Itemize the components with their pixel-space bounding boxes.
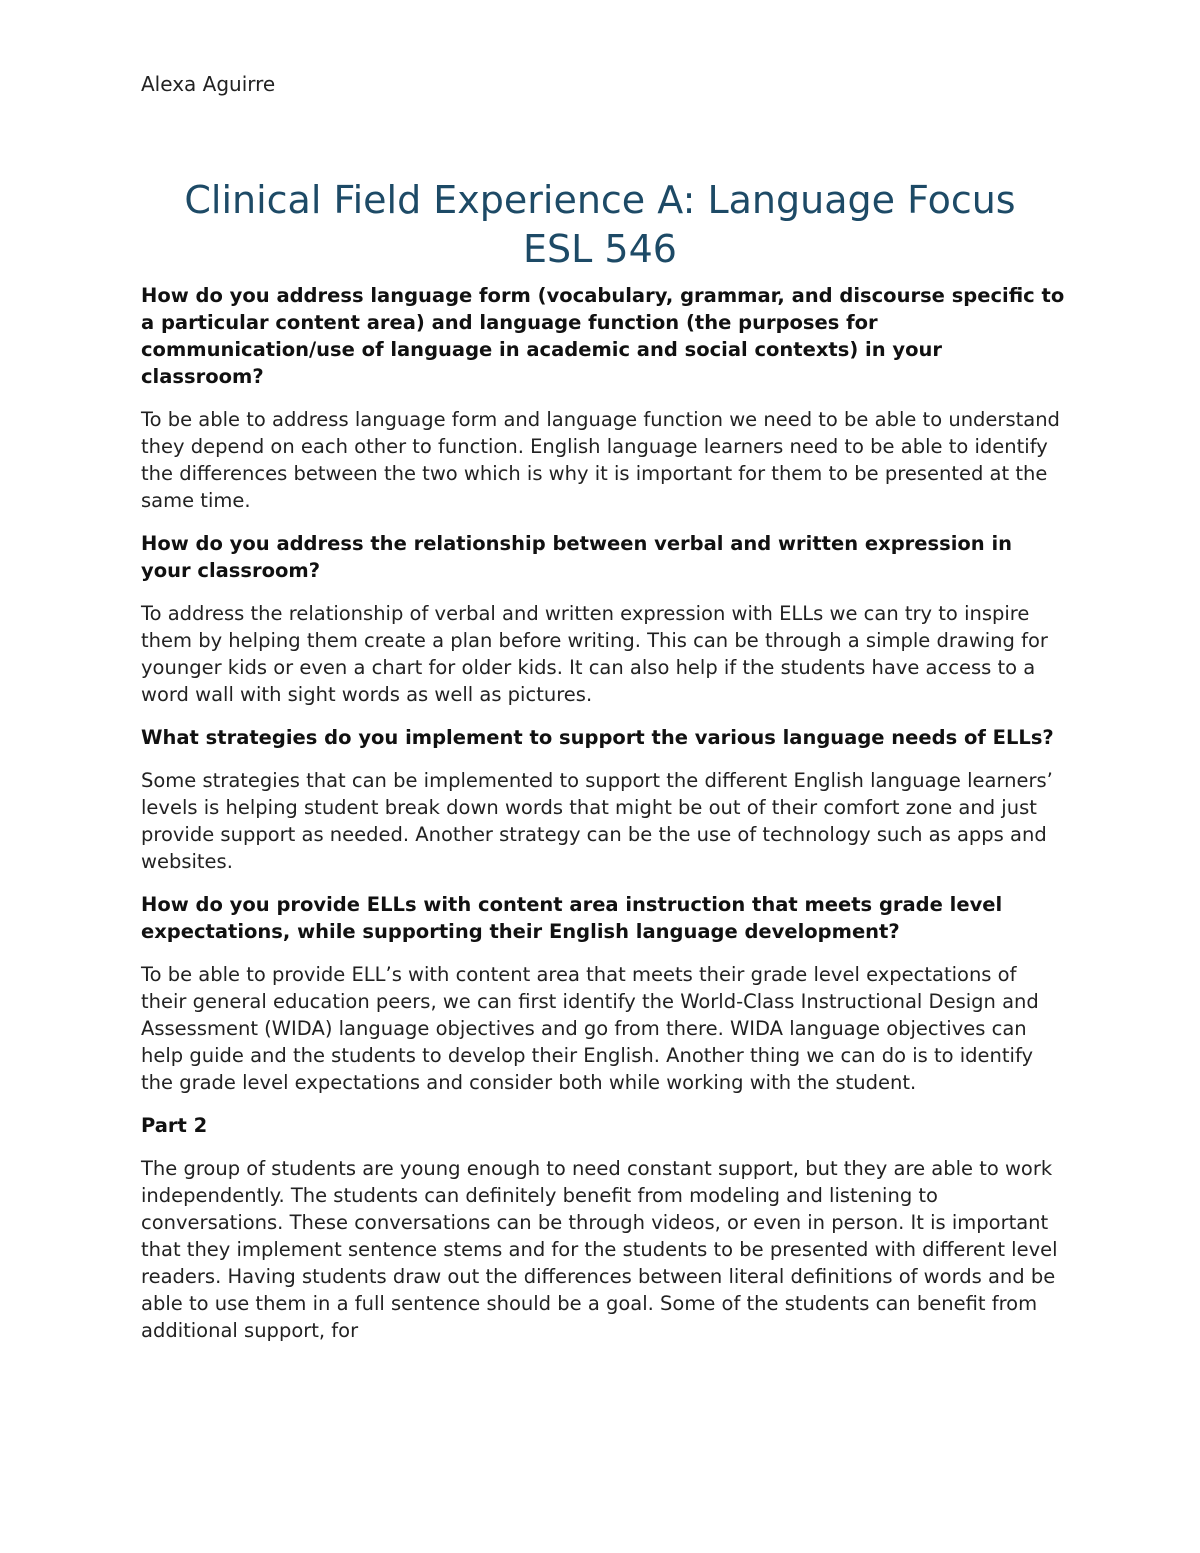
course-code: ESL 546 [523, 227, 677, 271]
answer-4: To be able to provide ELL’s with content area that meets their grade level expectations of their general education peers, we can first identify the World-Class Instructional Design and Assessment (WIDA) language objectives and go from there. WIDA language objectives can help guide and the students to develop their English. Another thing we can do is to identify the grade level expectations and consider both while working with the student. [141, 963, 1039, 1094]
part-2-heading: Part 2 [141, 1114, 208, 1137]
answer-3: Some strategies that can be implemented to support the different English language learners’ levels is helping student break down words that might be out of their comfort zone and just provide support as needed. Another strategy can be the use of technology such as apps and websites. [141, 769, 1053, 873]
document-body [141, 282, 1066, 1360]
answer-2: To address the relationship of verbal and written expression with ELLs we can try to inspire them by helping them create a plan before writing. This can be through a simple drawing for younger kids or even a chart for older kids. It can also help if the students have access to a word wall with sight words as well as pictures. [141, 602, 1048, 706]
question-4: How do you provide ELLs with content area instruction that meets grade level expectations, while supporting their English language development? [141, 893, 1003, 943]
question-1: How do you address language form (vocabulary, grammar, and discourse specific to a particular content area) and language function (the purposes for communication/use of language in academic and social contexts) in your classroom? [141, 284, 1065, 388]
document-title: Clinical Field Experience A: Language Focus [184, 178, 1016, 222]
part-2-body: The group of students are young enough to need constant support, but they are able to work independently. The students can definitely benefit from modeling and listening to conversations. These conversations can be through videos, or even in person. It is important that they implement sentence stems and for the students to be presented with different level readers. Having students draw out the differences between literal definitions of words and be able to use them in a full sentence should be a goal. Some of the students can benefit from additional support, for [141, 1157, 1058, 1342]
author-name: Alexa Aguirre [141, 72, 276, 96]
question-2: How do you address the relationship between verbal and written expression in your classroom? [141, 532, 1013, 582]
question-3: What strategies do you implement to support the various language needs of ELLs? [141, 726, 1054, 749]
answer-1: To be able to address language form and language function we need to be able to understand they depend on each other to function. English language learners need to be able to identify the differences between the two which is why it is important for them to be presented at the same time. [141, 408, 1060, 512]
